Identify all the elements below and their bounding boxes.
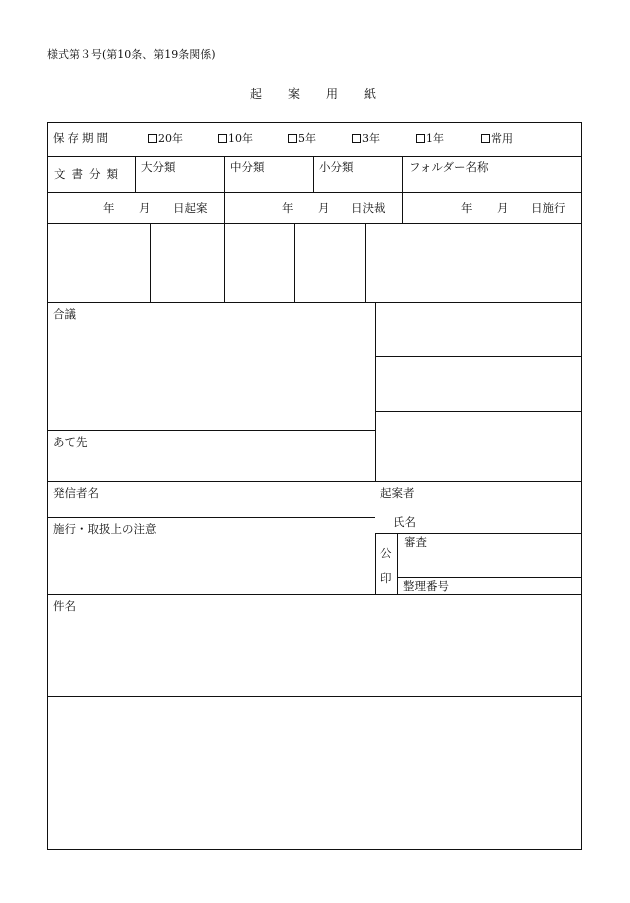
subject-label: 件名 <box>53 599 76 613</box>
col-divider <box>150 223 151 302</box>
enforced-month-field[interactable]: 月 <box>497 201 509 215</box>
retention-option-10y[interactable]: 10年 <box>218 133 253 144</box>
retention-option-permanent[interactable]: 常用 <box>481 133 513 144</box>
official-seal-char-2: 印 <box>380 571 392 585</box>
form-number: 様式第３号(第10条、第19条関係) <box>47 48 216 61</box>
title-char: 起 <box>249 87 262 101</box>
checkbox-icon <box>352 134 361 143</box>
checkbox-icon <box>481 134 490 143</box>
form-frame <box>47 122 582 850</box>
drafter-label: 起案者 <box>380 486 415 500</box>
checkbox-icon <box>416 134 425 143</box>
decided-month-field[interactable]: 月 <box>318 201 330 215</box>
decided-year-field[interactable]: 年 <box>282 201 294 215</box>
drafter-name-label: 氏名 <box>393 515 416 529</box>
retention-label: 保存期間 <box>53 131 111 145</box>
row-divider <box>47 430 375 431</box>
addressee-label: あて先 <box>53 435 88 449</box>
checkbox-icon <box>288 134 297 143</box>
sender-label: 発信者名 <box>53 486 99 500</box>
row-divider <box>375 411 582 412</box>
row-divider <box>47 302 582 303</box>
col-divider <box>402 156 403 192</box>
minor-classification-field[interactable]: 小分類 <box>319 160 354 174</box>
checkbox-icon <box>218 134 227 143</box>
retention-option-1y[interactable]: 1年 <box>416 133 444 144</box>
row-divider <box>47 156 582 157</box>
title-char: 用 <box>325 87 338 101</box>
col-divider <box>294 223 295 302</box>
col-divider <box>224 192 225 223</box>
retention-option-3y[interactable]: 3年 <box>352 133 380 144</box>
row-divider <box>375 533 582 534</box>
folder-name-field[interactable]: フォルダー名称 <box>409 160 489 174</box>
col-divider <box>224 156 225 192</box>
col-divider <box>402 192 403 223</box>
col-divider <box>313 156 314 192</box>
row-divider <box>375 356 582 357</box>
col-divider <box>365 223 366 302</box>
row-divider <box>397 577 582 578</box>
consultation-label: 合議 <box>53 307 76 321</box>
col-divider <box>135 156 136 192</box>
row-divider <box>47 594 582 595</box>
row-divider <box>47 192 582 193</box>
drafted-year-field[interactable]: 年 <box>103 201 115 215</box>
row-divider <box>47 481 582 482</box>
reference-number-label: 整理番号 <box>403 579 449 593</box>
col-divider <box>397 533 398 594</box>
retention-option-20y[interactable]: 20年 <box>148 133 183 144</box>
form-title <box>237 88 389 101</box>
title-char: 案 <box>287 87 300 101</box>
row-divider <box>47 517 375 518</box>
classification-label: 文書分類 <box>54 167 124 181</box>
middle-classification-field[interactable]: 中分類 <box>230 160 265 174</box>
drafted-month-field[interactable]: 月 <box>139 201 151 215</box>
enforced-day-field[interactable]: 日施行 <box>531 201 566 215</box>
col-divider <box>375 533 376 594</box>
row-divider <box>47 223 582 224</box>
official-seal-char-1: 公 <box>380 546 392 560</box>
checkbox-icon <box>148 134 157 143</box>
enforced-year-field[interactable]: 年 <box>461 201 473 215</box>
notes-label: 施行・取扱上の注意 <box>53 522 157 536</box>
title-char: 紙 <box>363 87 376 101</box>
col-divider <box>375 302 376 481</box>
col-divider <box>224 223 225 302</box>
review-label: 審査 <box>404 535 427 549</box>
major-classification-field[interactable]: 大分類 <box>141 160 176 174</box>
decided-day-field[interactable]: 日決裁 <box>351 201 386 215</box>
row-divider <box>47 696 582 697</box>
drafted-day-field[interactable]: 日起案 <box>173 201 208 215</box>
retention-option-5y[interactable]: 5年 <box>288 133 316 144</box>
